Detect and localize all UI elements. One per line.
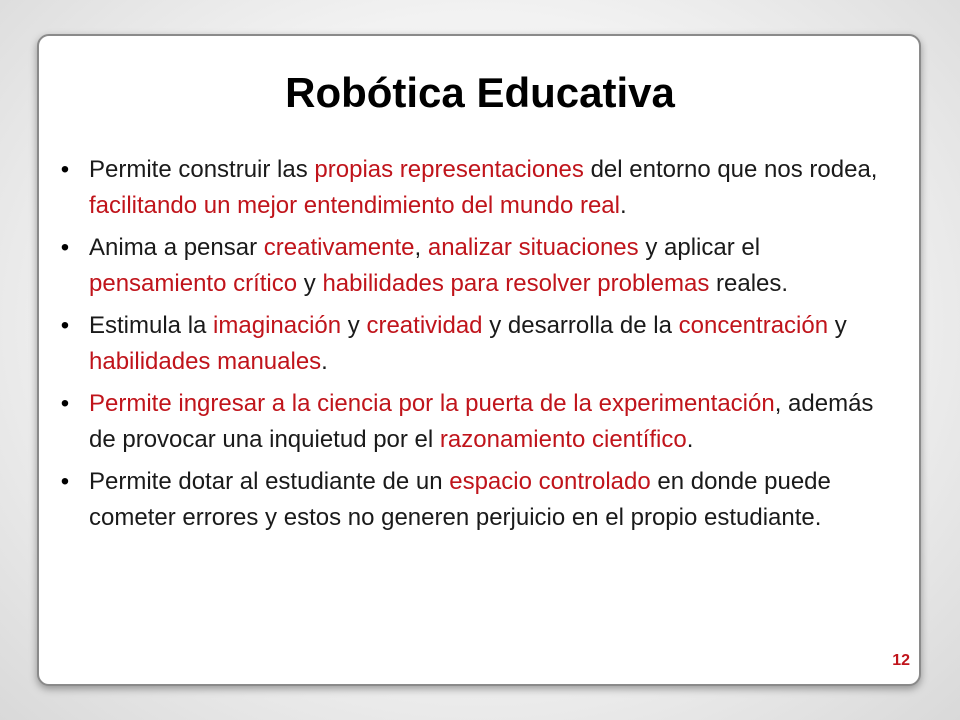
bullet-text: reales.	[709, 270, 789, 297]
highlighted-text: propias representaciones	[314, 156, 584, 183]
bullet-dot-icon: •	[60, 312, 70, 339]
bullet-dot-icon: •	[60, 468, 70, 495]
bullet-text: en donde puede cometer errores y estos no generen perjuicio en el propio estudiante.	[89, 468, 831, 531]
highlighted-text: habilidades manuales	[89, 348, 322, 375]
bullet-dot-icon: •	[60, 234, 70, 261]
bullet-item	[55, 464, 895, 536]
bullet-item	[55, 308, 895, 380]
highlighted-text: concentración	[678, 312, 829, 339]
slide-title: Robótica Educativa	[285, 69, 675, 116]
bullet-text: Estimula la	[89, 312, 214, 339]
bullet-list	[55, 152, 895, 542]
bullet-text: , además de provocar una inquietud por el	[89, 390, 874, 453]
highlighted-text: razonamiento científico	[439, 426, 687, 453]
bullet-item	[55, 152, 895, 224]
bullet-text: .	[321, 348, 328, 375]
bullet-text: Anima a pensar	[89, 234, 264, 261]
highlighted-text: creatividad	[366, 312, 483, 339]
highlighted-text: Permite ingresar a la ciencia por la puerta de la experimentación	[89, 390, 775, 417]
bullet-dot-icon: •	[60, 156, 70, 183]
highlighted-text: facilitando un mejor entendimiento del mundo real	[89, 192, 620, 219]
bullet-text: Permite dotar al estudiante de un	[89, 468, 450, 495]
page-number: 12	[892, 652, 910, 669]
bullet-text: ,	[414, 234, 428, 261]
bullet-text: y desarrolla de la	[482, 312, 679, 339]
bullet-text: y aplicar el	[638, 234, 761, 261]
highlighted-text: creativamente	[263, 234, 415, 261]
bullet-text: del entorno que nos rodea,	[583, 156, 878, 183]
bullet-text: .	[620, 192, 627, 219]
bullet-text: y	[341, 312, 367, 339]
highlighted-text: habilidades para resolver problemas	[322, 270, 710, 297]
bullet-text: Permite construir las	[89, 156, 315, 183]
bullet-item	[55, 230, 895, 302]
bullet-dot-icon: •	[60, 390, 70, 417]
highlighted-text: imaginación	[213, 312, 342, 339]
bullet-text: .	[686, 426, 694, 453]
bullet-item	[55, 386, 895, 458]
bullet-text: y	[828, 312, 847, 339]
highlighted-text: analizar situaciones	[427, 234, 639, 261]
highlighted-text: espacio controlado	[449, 468, 651, 495]
bullet-text: y	[297, 270, 323, 297]
highlighted-text: pensamiento crítico	[89, 270, 298, 297]
